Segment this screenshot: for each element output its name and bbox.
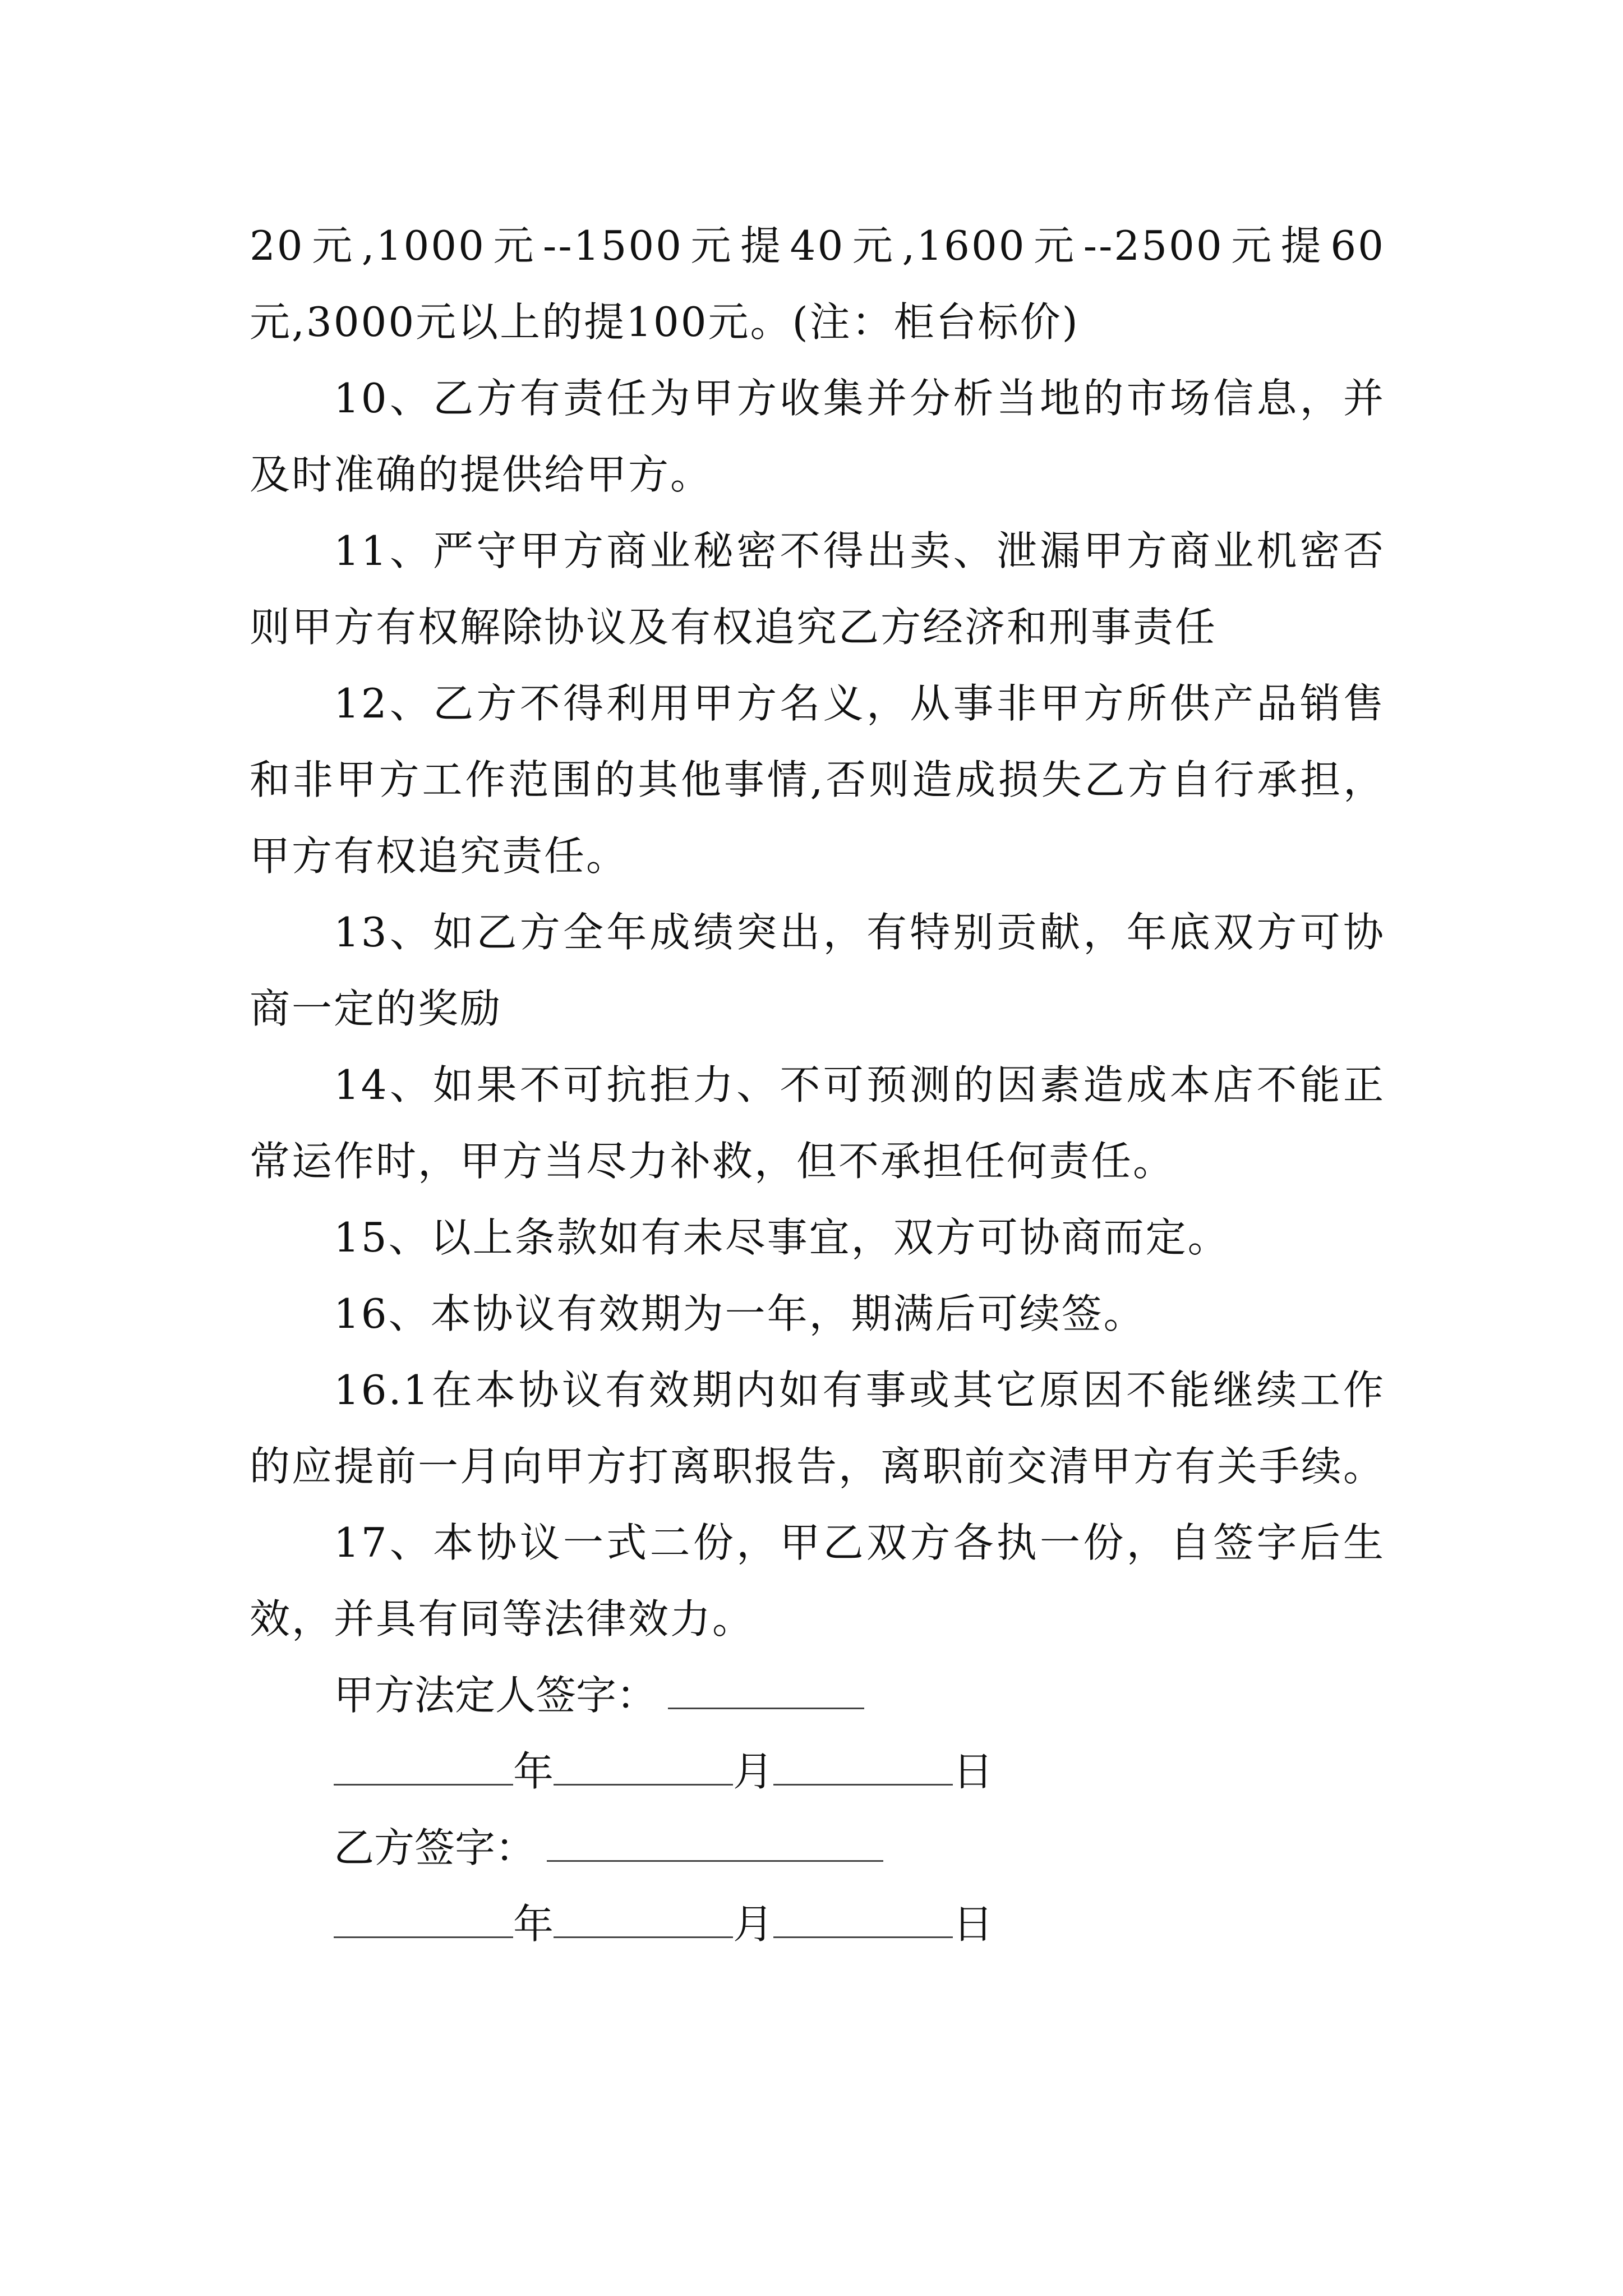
paragraph-clause-11: 11、严守甲方商业秘密不得出卖、泄漏甲方商业机密否则甲方有权解除协议及有权追究乙方经济和刑事责任 [250, 527, 1385, 651]
party-b-year-label: 年 [513, 1901, 554, 1948]
party-a-day-blank[interactable] [773, 1748, 953, 1786]
party-a-day-label: 日 [953, 1748, 994, 1795]
paragraph-clause-14: 14、如果不可抗拒力、不可预测的因素造成本店不能正常运作时，甲方当尽力补救，但不承担任何责任。 [250, 1061, 1385, 1185]
document-body [250, 208, 1385, 1962]
party-b-month-blank[interactable] [554, 1901, 733, 1938]
party-a-year-blank[interactable] [334, 1748, 513, 1786]
party-a-signature-line [250, 1657, 1385, 1733]
paragraph-clause-15: 15、以上条款如有未尽事宜，双方可协商而定。 [334, 1214, 1230, 1261]
party-a-signature-blank[interactable] [668, 1672, 864, 1709]
party-b-day-blank[interactable] [773, 1901, 953, 1938]
party-b-year-blank[interactable] [334, 1901, 513, 1938]
party-a-signature-label: 甲方法定人签字： [334, 1672, 657, 1719]
paragraph-clause-17: 17、本协议一式二份，甲乙双方各执一份，自签字后生效，并具有同等法律效力。 [250, 1519, 1385, 1642]
paragraph-commission-tail: 20元,1000元--1500元提40元,1600元--2500元提60元,3000元以上的提100元。(注：柜台标价) [250, 222, 1385, 346]
paragraph-clause-13: 13、如乙方全年成绩突出，有特别贡献，年底双方可协商一定的奖励 [250, 909, 1385, 1032]
paragraph-clause-16: 16、本协议有效期为一年，期满后可续签。 [334, 1290, 1146, 1337]
paragraph-clause-16-1: 16.1在本协议有效期内如有事或其它原因不能继续工作的应提前一月向甲方打离职报告，离职前交清甲方有关手续。 [250, 1366, 1386, 1490]
paragraph-clause-12: 12、乙方不得利用甲方名义，从事非甲方所供产品销售和非甲方工作范围的其他事情,否则造成损失乙方自行承担，甲方有权追究责任。 [250, 680, 1385, 880]
party-b-date-line [250, 1886, 1385, 1962]
party-a-month-blank[interactable] [554, 1748, 733, 1786]
paragraph-clause-10: 10、乙方有责任为甲方收集并分析当地的市场信息，并及时准确的提供给甲方。 [250, 375, 1385, 498]
party-a-date-line [250, 1733, 1385, 1810]
party-a-year-label: 年 [513, 1748, 554, 1795]
party-b-day-label: 日 [953, 1901, 994, 1948]
party-b-signature-label: 乙方签字： [334, 1824, 536, 1871]
party-a-month-label: 月 [733, 1748, 774, 1795]
party-b-month-label: 月 [733, 1901, 774, 1948]
party-b-signature-line [250, 1810, 1385, 1886]
party-b-signature-blank[interactable] [547, 1824, 883, 1862]
